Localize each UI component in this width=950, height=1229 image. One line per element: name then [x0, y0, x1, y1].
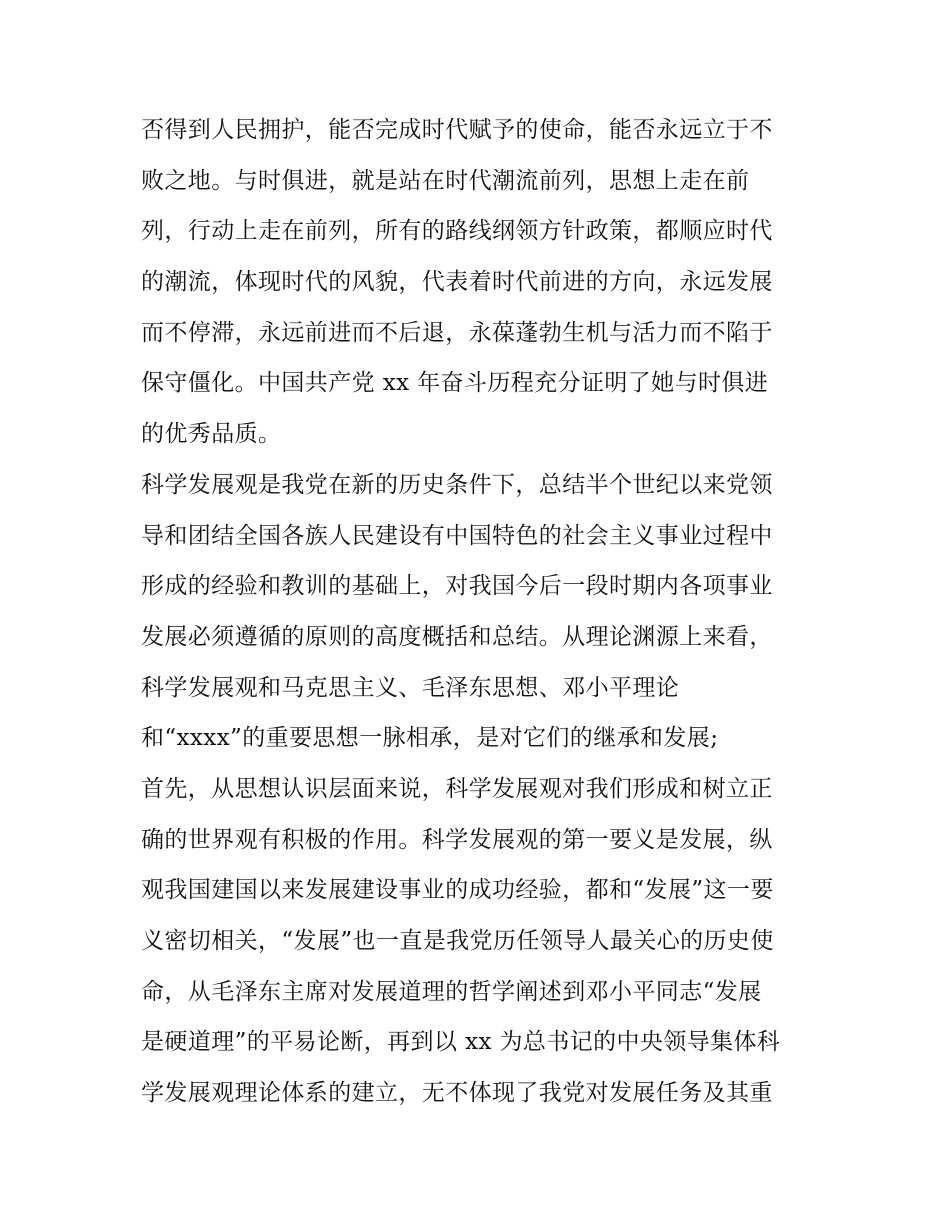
text-line: 科学发展观是我党在新的历史条件下，总结半个世纪以来党领 [141, 471, 773, 498]
text-line: 命，从毛泽东主席对发展道理的哲学阐述到邓小平同志“发展 [141, 978, 762, 1005]
text-line: 科学发展观和马克思主义、毛泽东思想、邓小平理论 [141, 674, 680, 701]
text-line: 是硬道理”的平易论断，再到以 xx 为总书记的中央领导集体科 [141, 1029, 781, 1056]
text-line: 否得到人民拥护，能否完成时代赋予的使命，能否永远立于不 [141, 117, 773, 143]
text-line: 形成的经验和教训的基础上，对我国今后一段时期内各项事业 [141, 573, 773, 600]
text-line: 导和团结全国各族人民建设有中国特色的社会主义事业过程中 [141, 522, 773, 549]
text-line: 义密切相关，“发展”也一直是我党历任领导人最关心的历史使 [141, 928, 774, 954]
text-line: 和“xxxx”的重要思想一脉相承，是对它们的继承和发展; [141, 725, 719, 752]
body-text [141, 105, 821, 1119]
text-line: 观我国建国以来发展建设事业的成功经验，都和“发展”这一要 [141, 877, 774, 904]
text-line: 列，行动上走在前列，所有的路线纲领方针政策，都顺应时代 [141, 218, 773, 245]
text-line: 败之地。与时俱进，就是站在时代潮流前列，思想上走在前 [141, 167, 750, 194]
text-line: 保守僵化。中国共产党 xx 年奋斗历程充分证明了她与时俱进 [141, 370, 769, 397]
text-line: 的潮流，体现时代的风貌，代表着时代前进的方向，永远发展 [141, 269, 773, 296]
text-line: 首先，从思想认识层面来说，科学发展观对我们形成和树立正 [141, 775, 773, 802]
text-line: 确的世界观有积极的作用。科学发展观的第一要义是发展，纵 [141, 826, 773, 853]
text-line: 而不停滞，永远前进而不后退，永葆蓬勃生机与活力而不陷于 [141, 319, 773, 346]
text-line: 的优秀品质。 [141, 421, 282, 448]
text-line: 发展必须遵循的原则的高度概括和总结。从理论渊源上来看， [141, 623, 773, 650]
text-line: 学发展观理论体系的建立，无不体现了我党对发展任务及其重 [141, 1080, 773, 1107]
